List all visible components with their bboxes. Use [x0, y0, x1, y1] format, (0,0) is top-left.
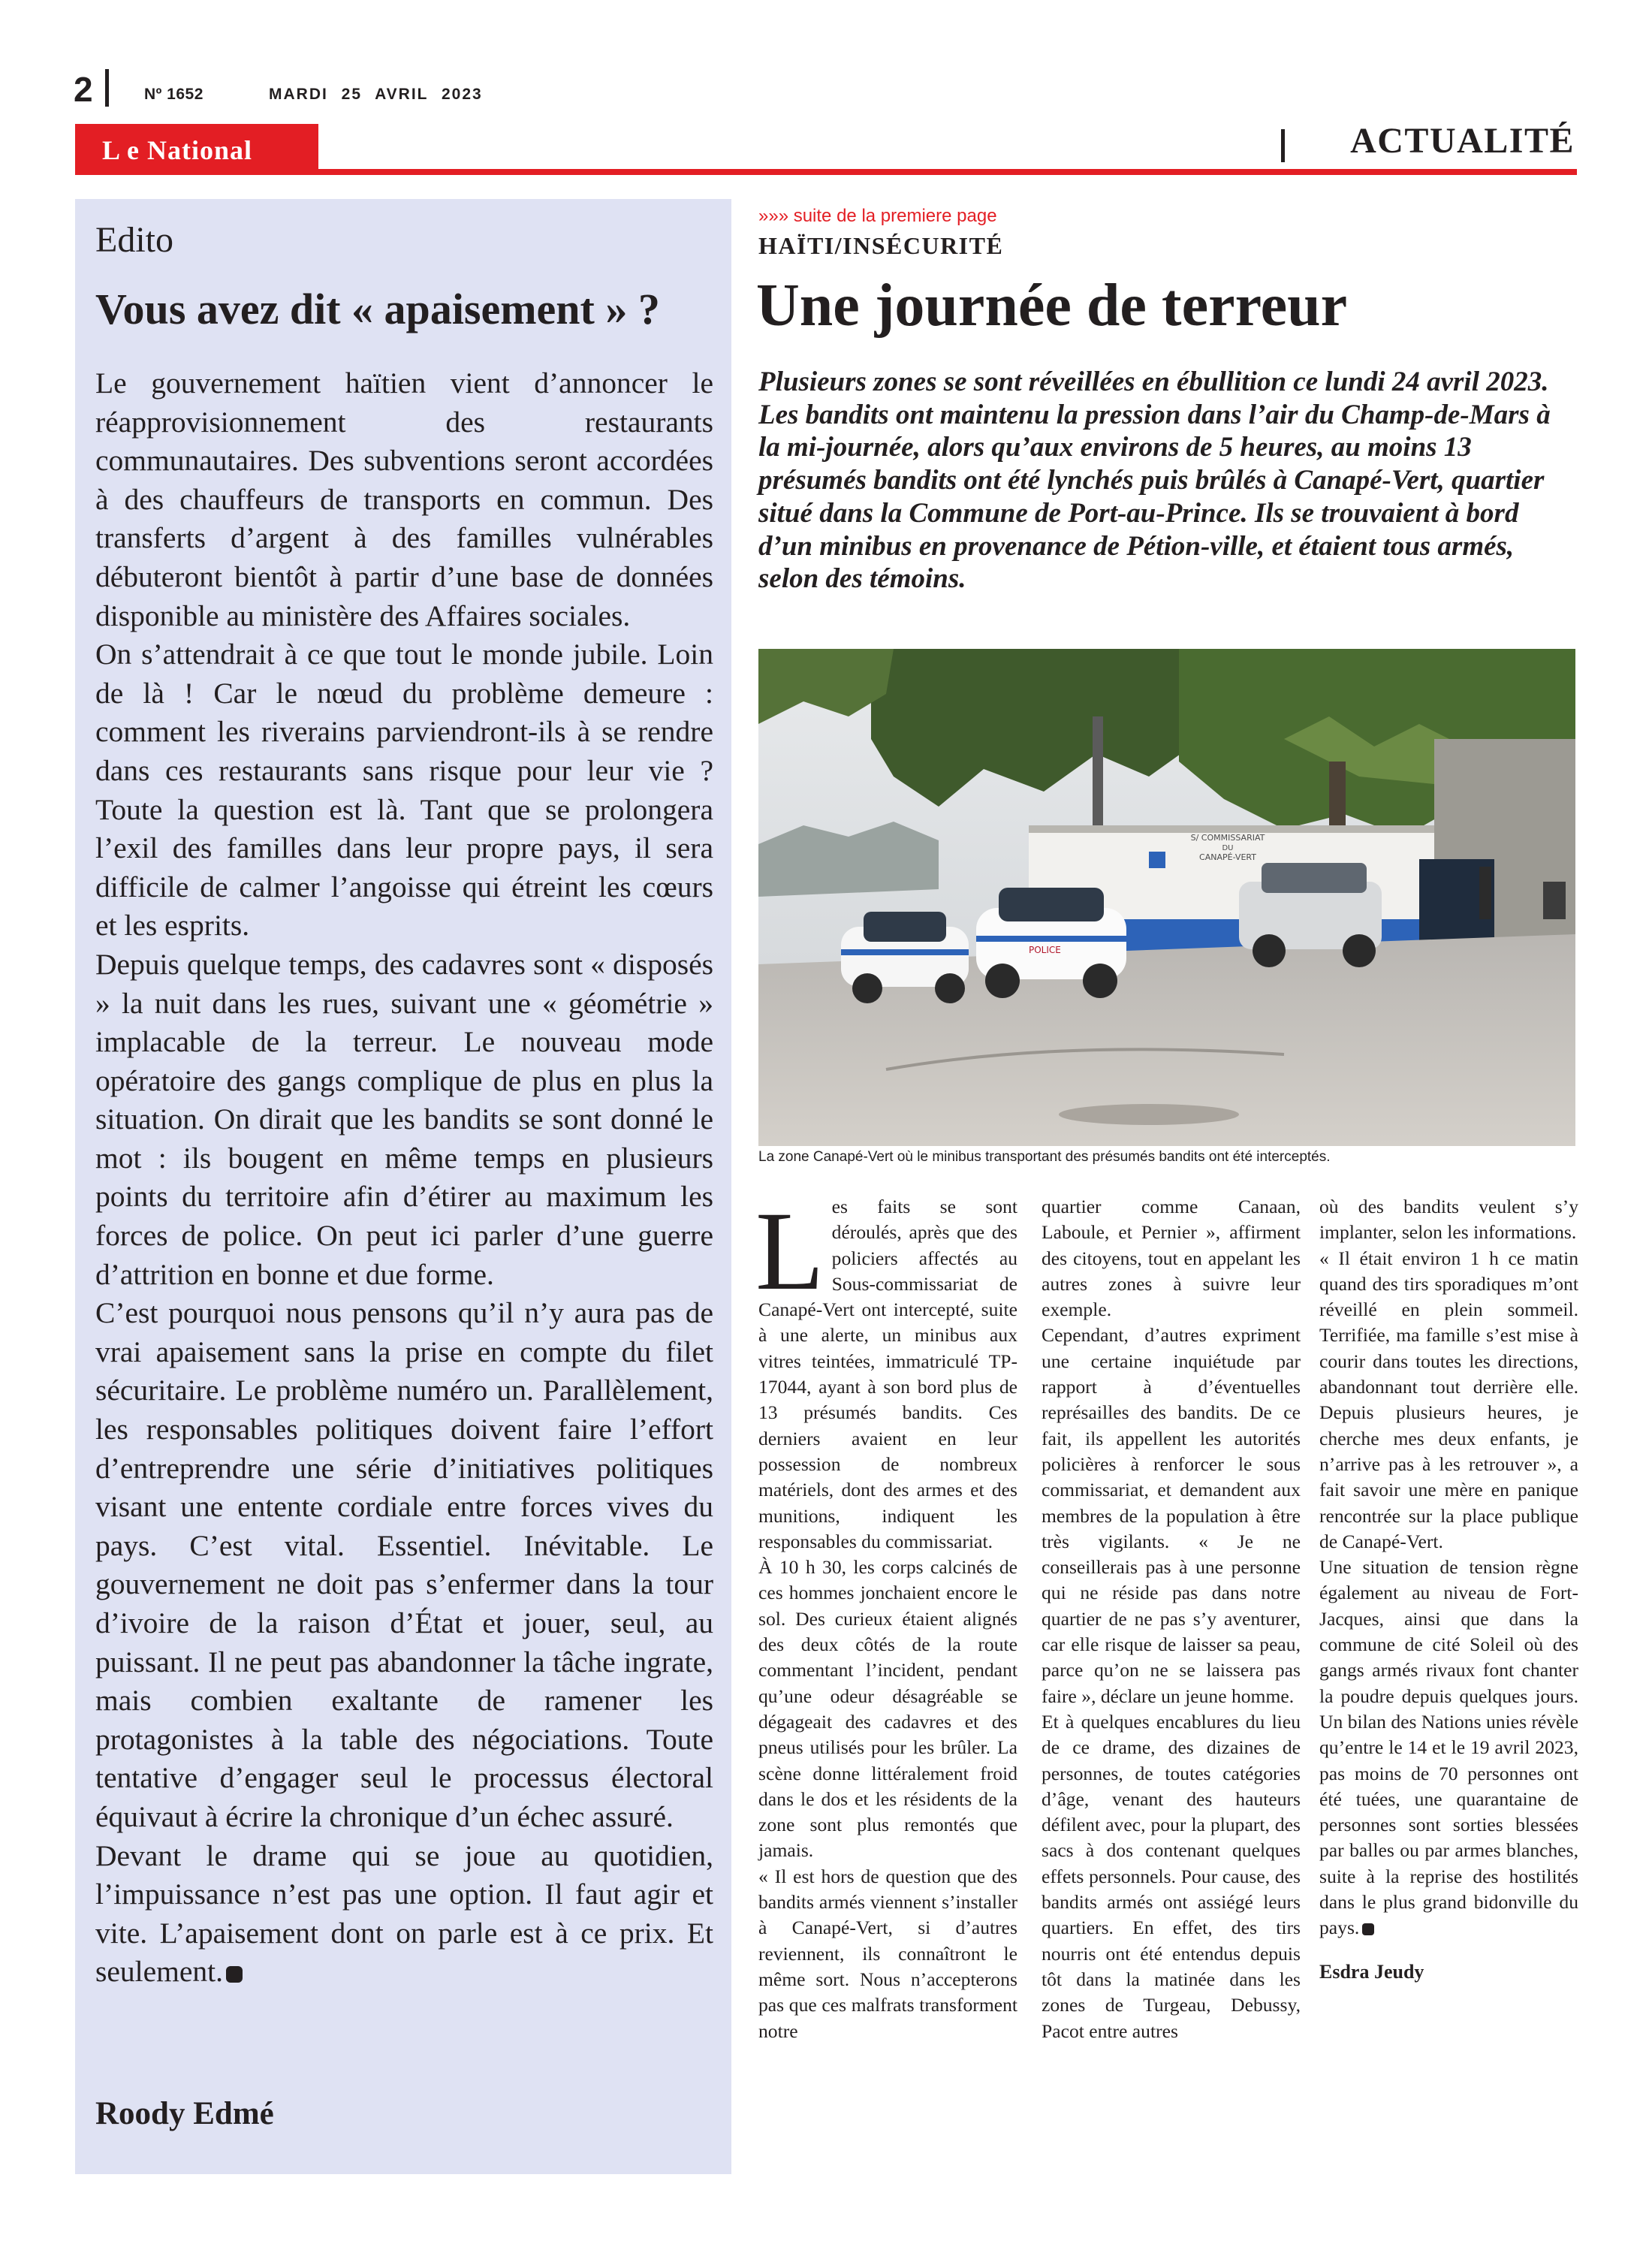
continued-from-front: »»» suite de la premiere page [758, 206, 997, 226]
street-scene-image [758, 649, 1575, 1146]
article-paragraph-last [1319, 1555, 1578, 1941]
header-rule [75, 169, 1577, 175]
brand-name: L e National [102, 135, 253, 165]
end-mark-icon [226, 1966, 243, 1983]
edito-paragraph-last [95, 1837, 713, 1992]
article-headline: Une journée de terreur [756, 273, 1348, 339]
article-photo [758, 649, 1575, 1146]
section-divider [1281, 129, 1285, 162]
issue-date: MARDI 25 AVRIL 2023 [269, 86, 483, 103]
article-column-2 [1042, 1194, 1301, 2044]
article-rubric: HAÏTI/INSÉCURITÉ [758, 232, 1004, 259]
article-author: Esdra Jeudy [1319, 1960, 1424, 1983]
edito-author: Roody Edmé [95, 2096, 274, 2131]
page-number: 2 [74, 70, 93, 109]
article-lead: Plusieurs zones se sont réveillées en ébullition ce lundi 24 avril 2023. Les bandits ont maintenu la pression dans l’air du Champ-de-Mars à la mi-journée, alors qu’aux environs de 5 heures, au moins 13 présumés bandits ont été lynchés puis brûlés à Canapé-Vert, quartier situé dans la Commune de Port-au-Prince. Ils se trouvaient à bord d’un minibus en provenance de Pétion-ville, et étaient tous armés, selon des témoins. [758, 366, 1551, 595]
edito-body [95, 364, 713, 1992]
article-paragraph: où des bandits veulent s’y implanter, selon les informations. [1319, 1196, 1578, 1244]
article-column-3 [1319, 1194, 1578, 1983]
edito-paragraph: On s’attendrait à ce que tout le monde jubile. Loin de là ! Car le nœud du problème demeure : comment les riverains parviendront-ils à se rendre dans ces restaurants sans risque pour leur vie ? Toute la question est là. Tant que se prolongera l’exil des familles dans leur propre pays, il sera difficile de calmer l’angoisse qui étreint les cœurs et les esprits. [95, 638, 713, 943]
sign-text: S/ COMMISSARIAT [1190, 833, 1265, 843]
photo-caption: La zone Canapé-Vert où le minibus transportant des présumés bandits ont été interceptés. [758, 1149, 1331, 1165]
edito-title: Vous avez dit « apaisement » ? [95, 285, 660, 333]
sign-text: CANAPÉ-VERT [1199, 852, 1256, 862]
article-paragraph: Cependant, d’autres expriment une certaine inquiétude par rapport à d’éventuelles représailles des bandits. De ce fait, ils appellent les autorités policières à renforcer le sous commissariat, et demandent aux membres de la population à être très vigilants. « Je ne conseillerais pas à une personne qui ne réside pas dans notre quartier de ne pas s’y aventurer, car elle risque de laisser sa peau, parce qu’on ne se laissera pas faire », déclare un jeune homme. [1042, 1324, 1301, 1707]
police-label: POLICE [1029, 945, 1061, 955]
article-paragraph: « Il était environ 1 h ce matin quand des tirs sporadiques m’ont réveillé en plein sommeil. Terrifiée, ma famille s’est mise à courir dans toutes les directions, abandonnant tout derrière elle. Depuis plusieurs heures, je cherche mes deux enfants, je n’arrive pas à les retrouver », a fait savoir une mère en panique rencontrée sur la place publique de Canapé-Vert. [1319, 1247, 1578, 1552]
edito-label: Edito [95, 220, 173, 260]
article-paragraph: « Il est hors de question que des bandits armés viennent s’installer à Canapé-Vert, si d’autres reviennent, ils connaîtront le même sort. Nous n’accepterons pas que ces malfrats transforment notre [758, 1865, 1017, 2042]
sign-text: DU [1222, 844, 1234, 852]
edito-paragraph: Le gouvernement haïtien vient d’annoncer le réapprovisionnement des restaurants communautaires. Des subventions seront accordées à des chauffeurs de transports en commun. Des transferts d’argent à des familles vulnérables débuteront bientôt à partir d’une base de données disponible au ministère des Affaires sociales. [95, 366, 713, 632]
article-paragraph: es faits se sont déroulés, après que des policiers affectés au Sous-commissariat de Canapé-Vert ont intercepté, suite à une alerte, un minibus aux vitres teintées, immatriculé TP-17044, ayant à son bord plus de 13 présumés bandits. Ces derniers avaient en leur possession de nombreux matériels, dont des armes et des munitions, indiquent les responsables du commissariat. [758, 1196, 1017, 1552]
article-paragraph: quartier comme Canaan, Laboule, et Pernier », affirment des citoyens, tout en appelant les autres zones à suivre leur exemple. [1042, 1196, 1301, 1321]
edito-paragraph: Depuis quelque temps, des cadavres sont « disposés » la nuit dans les rues, suivant une « géométrie » implacable de la terreur. Le nouveau mode opératoire des gangs complique de plus en plus la situation. On dirait que les bandits se sont donné le mot : ils bougent en même temps en plusieurs points du territoire afin d’étirer au maximum les forces de police. On peut ici parler d’une guerre d’attrition en bonne et due forme. [95, 947, 713, 1291]
drop-cap: L [755, 1189, 824, 1313]
article-column-1 [755, 1189, 1017, 2044]
article-paragraph: À 10 h 30, les corps calcinés de ces hommes jonchaient encore le sol. Des curieux étaient alignés des deux côtés de la route commentant l’incident, pendant qu’une odeur désagréable se dégageait des cadavres et des pneus utilisés pour les brûler. La scène donne littéralement froid dans le dos et les résidents de la zone sont plus remontés que jamais. [758, 1556, 1017, 1862]
article-paragraph: Et à quelques encablures du lieu de ce drame, des dizaines de personnes, de toutes catégories d’âge, venant des hauteurs défilent avec, pour la plupart, des sacs à dos contenant quelques effets personnels. Pour cause, des bandits armés ont assiégé leurs quartiers. En effet, des tirs nourris ont été entendus depuis tôt dans la matinée dans les zones de Turgeau, Debussy, Pacot entre autres [1042, 1710, 1301, 2042]
edito-paragraph: Devant le drame qui se joue au quotidien, l’impuissance n’est pas une option. Il faut agir et vite. L’apaisement dont on parle est à ce prix. Et seulement. [95, 1838, 713, 1989]
edito-paragraph: C’est pourquoi nous pensons qu’il n’y aura pas de vrai apaisement sans la prise en compte du filet sécuritaire. Le problème numéro un. Parallèlement, les responsables politiques doivent faire l’effort d’entreprendre une série d’initiatives politiques visant une entente cordiale entre forces vives du pays. C’est vital. Essentiel. Inévitable. Le gouvernement ne doit pas s’enfermer dans la tour d’ivoire de la raison d’État et jouer, seul, au puissant. Il ne peut pas abandonner la tâche ingrate, mais combien exaltante de ramener les protagonistes à la table des négociations. Toute tentative d’engager seul le processus électoral équivaut à écrire la chronique d’un échec assuré. [95, 1296, 713, 1833]
page-number-divider [105, 69, 109, 107]
issue-number: Nº 1652 [144, 86, 203, 103]
end-mark-icon [1362, 1923, 1374, 1935]
article-paragraph: Une situation de tension règne également au niveau de Fort-Jacques, ainsi que dans la commune de cité Soleil où des gangs armés rivaux font chanter la poudre depuis quelques jours. Un bilan des Nations unies révèle qu’entre le 14 et le 19 avril 2023, pas moins de 70 personnes ont été tuées, une quarantaine de personnes sont sorties blessées par balles ou par armes blanches, suite à la reprise des hostilités dans le plus grand bidonville du pays. [1319, 1556, 1578, 1939]
section-label: ACTUALITÉ [1350, 121, 1575, 161]
